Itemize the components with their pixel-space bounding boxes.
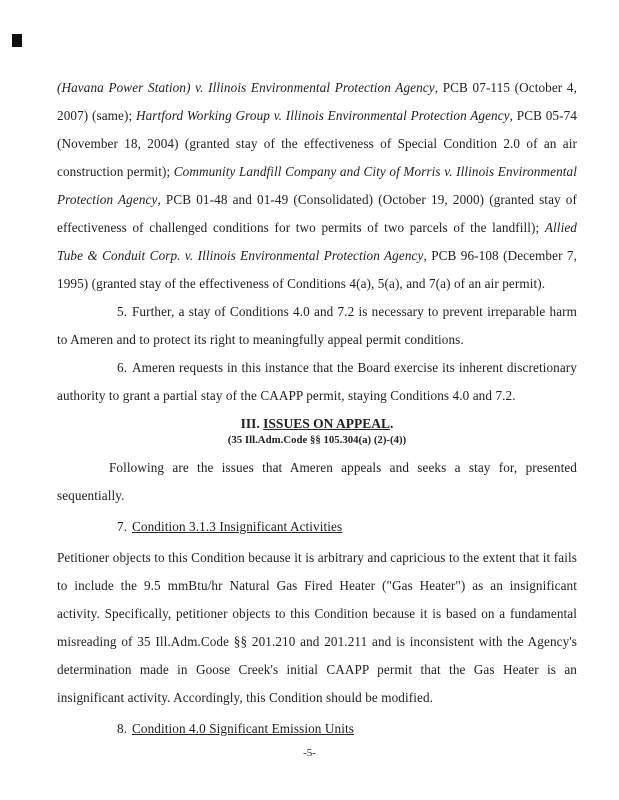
paragraph-text: , PCB 07-115 (October 4, 2007) (same); — [57, 80, 578, 123]
paragraph-text: Petitioner objects to this Condition because it is arbitrary and capricious to the extent that it fails to include the 9.5 mmBtu/hr Natural Gas Fired Heater ("Gas Heater") as an insignificant activity. Specifically, petitioner objects to this Condition because it is based on a fundamental misreading of 35 Ill.Adm.Code §§ 201.210 and 201.211 and is inconsistent with the Agency's determination made in Goose Creek's initial CAAPP permit that the Gas Heater is an insignificant activity. Accordingly, this Condition should be modified. — [57, 550, 577, 705]
section-heading-title — [57, 414, 577, 433]
paragraph-number: 6. — [117, 360, 128, 375]
section-number: III. — [240, 416, 264, 431]
page-number: -5- — [303, 747, 316, 759]
paragraph-text: , PCB 01-48 and 01-49 (Consolidated) (October 19, 2000) (granted stay of effectiveness of challenged conditions for two permits of two parcels of the landfill); — [57, 192, 577, 235]
paragraph-number: 8. — [117, 721, 128, 736]
paragraph-text: , PCB 96-108 (December 7, 1995) (granted stay of the effectiveness of Conditions 4(a), 5(a), and 7(a) of an air permit). — [57, 248, 578, 291]
scan-artifact-mark — [12, 34, 22, 47]
paragraph — [57, 74, 577, 298]
document-body — [57, 74, 577, 746]
paragraph-text: Following are the issues that Ameren appeals and seeks a stay for, presented sequentially. — [57, 460, 577, 503]
case-citation: Hartford Working Group v. Illinois Environmental Protection Agency — [135, 108, 510, 123]
issues-on-appeal-heading — [57, 414, 577, 447]
issue-heading-paragraph — [57, 715, 577, 743]
issue-title: Condition 4.0 Significant Emission Units — [132, 721, 354, 736]
case-citation: Community Landfill Company and City of Morris v. Illinois Environmental Protection Agency — [57, 164, 577, 207]
paragraph-text: , PCB 05-74 (November 18, 2004) (granted stay of the effectiveness of Special Condition 2.0 of an air construction permit); — [57, 108, 578, 179]
section-heading-citation: (35 Ill.Adm.Code §§ 105.304(a) (2)-(4)) — [227, 434, 407, 446]
paragraph-text: Further, a stay of Conditions 4.0 and 7.2 is necessary to prevent irreparable harm to Ameren and to protect its right to meaningfully appeal permit conditions. — [57, 304, 577, 347]
section-title-period: . — [389, 416, 394, 431]
issue-heading-paragraph — [57, 513, 577, 541]
paragraph — [57, 354, 577, 410]
issue-title: Condition 3.1.3 Insignificant Activities — [132, 519, 343, 534]
paragraph-number: 5. — [117, 304, 128, 319]
paragraph-text: Ameren requests in this instance that the Board exercise its inherent discretionary authority to grant a partial stay of the CAAPP permit, staying Conditions 4.0 and 7.2. — [57, 360, 577, 403]
paragraph — [57, 298, 577, 354]
case-citation: (Havana Power Station) v. Illinois Environmental Protection Agency — [57, 80, 435, 95]
paragraph — [57, 544, 577, 712]
paragraph — [57, 454, 577, 510]
paragraph-number: 7. — [117, 519, 128, 534]
case-citation: Allied Tube & Conduit Corp. v. Illinois Environmental Protection Agency — [57, 220, 577, 263]
section-title-text: ISSUES ON APPEAL — [263, 416, 390, 431]
